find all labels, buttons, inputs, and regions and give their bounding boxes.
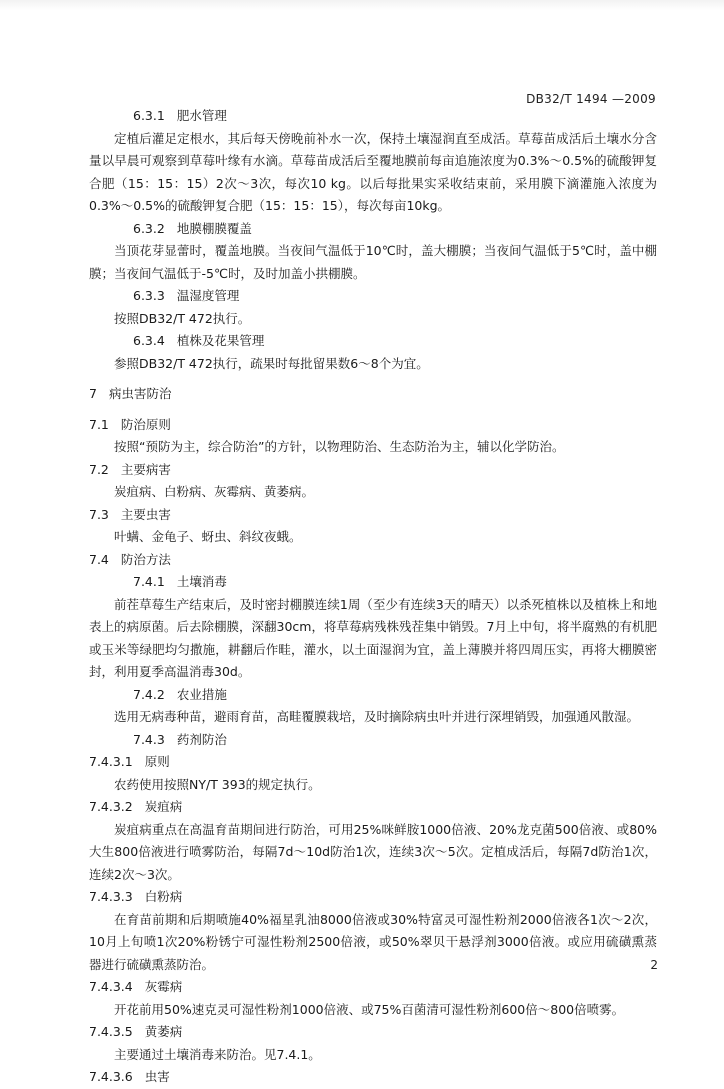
paragraph: 主要通过土壤消毒来防治。见7.4.1。 (114, 1046, 321, 1062)
heading-title: 植株及花果管理 (176, 333, 265, 348)
heading-title: 虫害 (144, 1069, 170, 1084)
heading-title: 黄萎病 (144, 1024, 183, 1039)
paragraph: 在育苗前期和后期喷施40%福星乳油8000倍液或30%特富灵可湿性粉剂2000倍液各1次～2次，10月上旬喷1次20%粉锈宁可湿性粉剂2500倍液，或50%翠贝干悬浮剂3000倍液。或应用硫磺熏蒸器进行硫磺熏蒸防治。 (89, 911, 657, 972)
heading-number: 7.2 (89, 461, 109, 477)
paragraph: 按照DB32/T 472执行。 (114, 310, 251, 326)
section-heading (89, 414, 657, 437)
heading-number: 7.4.3.4 (89, 979, 133, 994)
heading-title: 主要虫害 (120, 506, 171, 522)
clause-heading (89, 796, 657, 819)
subsection-heading (89, 218, 657, 241)
section-heading (89, 459, 657, 482)
paragraph: 定植后灌足定根水，其后每天傍晚前补水一次，保持土壤湿润直至成活。草莓苗成活后土壤水分含量以早晨可观察到草莓叶缘有水滴。草莓苗成活后至覆地膜前每亩追施浓度为0.3%～0.5%的硫酸钾复合肥（15：15：15）2次～3次，每次10 kg。以后每批果实采收结束前，采用膜下滴灌施入浓度为0.3%～0.5%的硫酸钾复合肥（15：15：15），每次每亩10kg。 (89, 130, 657, 213)
heading-number: 6.3.2 (133, 220, 165, 236)
heading-number: 7.4.3.3 (89, 889, 133, 904)
heading-number: 7.1 (89, 416, 109, 432)
heading-title: 防治方法 (120, 551, 171, 567)
paragraph: 选用无病毒种苗，避雨育苗，高畦覆膜栽培，及时摘除病虫叶并进行深埋销毁，加强通风散湿。 (114, 709, 640, 724)
heading-title: 病虫害防治 (108, 386, 172, 401)
heading-number: 6.3.4 (133, 333, 165, 348)
clause-heading (89, 751, 657, 774)
heading-number: 7.4.3.1 (89, 754, 133, 769)
heading-number: 7.4 (89, 551, 109, 567)
heading-number: 7.4.3 (133, 731, 165, 747)
heading-number: 7 (89, 386, 97, 401)
heading-title: 炭疽病 (144, 799, 183, 814)
standard-code: DB32/T 1494 —2009 (526, 92, 656, 106)
subsection-heading (89, 729, 657, 752)
heading-number: 6.3.1 (133, 108, 165, 123)
heading-title: 地膜棚膜覆盖 (176, 220, 252, 236)
paragraph: 炭疽病、白粉病、灰霉病、黄萎病。 (114, 484, 315, 499)
paragraph: 叶螨、金龟子、蚜虫、斜纹夜蛾。 (114, 529, 302, 544)
section-heading (89, 504, 657, 527)
heading-number: 7.4.2 (133, 686, 165, 702)
clause-heading (89, 886, 657, 909)
heading-number: 7.4.3.6 (89, 1069, 133, 1084)
paragraph: 开花前用50%速克灵可湿性粉剂1000倍液、或75%百菌清可湿性粉剂600倍～800倍喷雾。 (114, 1001, 625, 1017)
subsection-heading (89, 330, 657, 353)
heading-title: 灰霉病 (144, 979, 183, 994)
chapter-heading (89, 383, 657, 406)
heading-title: 防治原则 (120, 416, 171, 432)
paragraph: 前茬草莓生产结束后，及时密封棚膜连续1周（至少有连续3天的晴天）以杀死植株以及植株上和地表上的病原菌。后去除棚膜，深翻30cm，将草莓病残株残茬集中销毁。7月上中旬，将半腐熟的有机肥或玉米等绿肥均匀撒施，耕翻后作畦，灌水，以土面湿润为宜，盖上薄膜并将四周压实，再将大棚膜密封，利用夏季高温消毒30d。 (89, 596, 657, 679)
heading-title: 温湿度管理 (176, 288, 240, 303)
page-number: 2 (650, 958, 658, 972)
paragraph: 当顶花芽显蕾时，覆盖地膜。当夜间气温低于10℃时，盖大棚膜；当夜间气温低于5℃时，盖中棚膜；当夜间气温低于-5℃时，及时加盖小拱棚膜。 (89, 243, 657, 281)
heading-title: 肥水管理 (176, 108, 227, 123)
clause-heading (89, 1021, 657, 1044)
subsection-heading (89, 105, 657, 128)
document-body (89, 105, 657, 1089)
subsection-heading (89, 285, 657, 308)
paragraph: 炭疽病重点在高温育苗期间进行防治，可用25%咪鲜胺1000倍液、20%龙克菌500倍液、或80%大生800倍液进行喷雾防治，每隔7d～10d防治1次，连续3次～5次。定植成活后，每隔7d防治1次，连续2次～3次。 (89, 821, 657, 882)
heading-title: 原则 (144, 754, 170, 769)
heading-number: 7.4.3.2 (89, 799, 133, 814)
clause-heading (89, 976, 657, 999)
clause-heading (89, 1066, 657, 1089)
heading-title: 土壤消毒 (176, 574, 227, 589)
heading-number: 6.3.3 (133, 288, 165, 303)
heading-number: 7.3 (89, 506, 109, 522)
subsection-heading (89, 571, 657, 594)
heading-number: 7.4.3.5 (89, 1024, 133, 1039)
heading-title: 农业措施 (176, 686, 227, 702)
heading-title: 主要病害 (120, 461, 171, 477)
paragraph: 农药使用按照NY/T 393的规定执行。 (114, 776, 321, 792)
section-heading (89, 549, 657, 572)
scan-edge (0, 0, 724, 10)
heading-title: 药剂防治 (176, 731, 227, 747)
heading-number: 7.4.1 (133, 574, 165, 589)
paragraph: 参照DB32/T 472执行，疏果时每批留果数6～8个为宜。 (114, 355, 429, 371)
subsection-heading (89, 684, 657, 707)
heading-title: 白粉病 (144, 889, 183, 904)
paragraph: 按照“预防为主，综合防治”的方针，以物理防治、生态防治为主，辅以化学防治。 (114, 439, 565, 454)
